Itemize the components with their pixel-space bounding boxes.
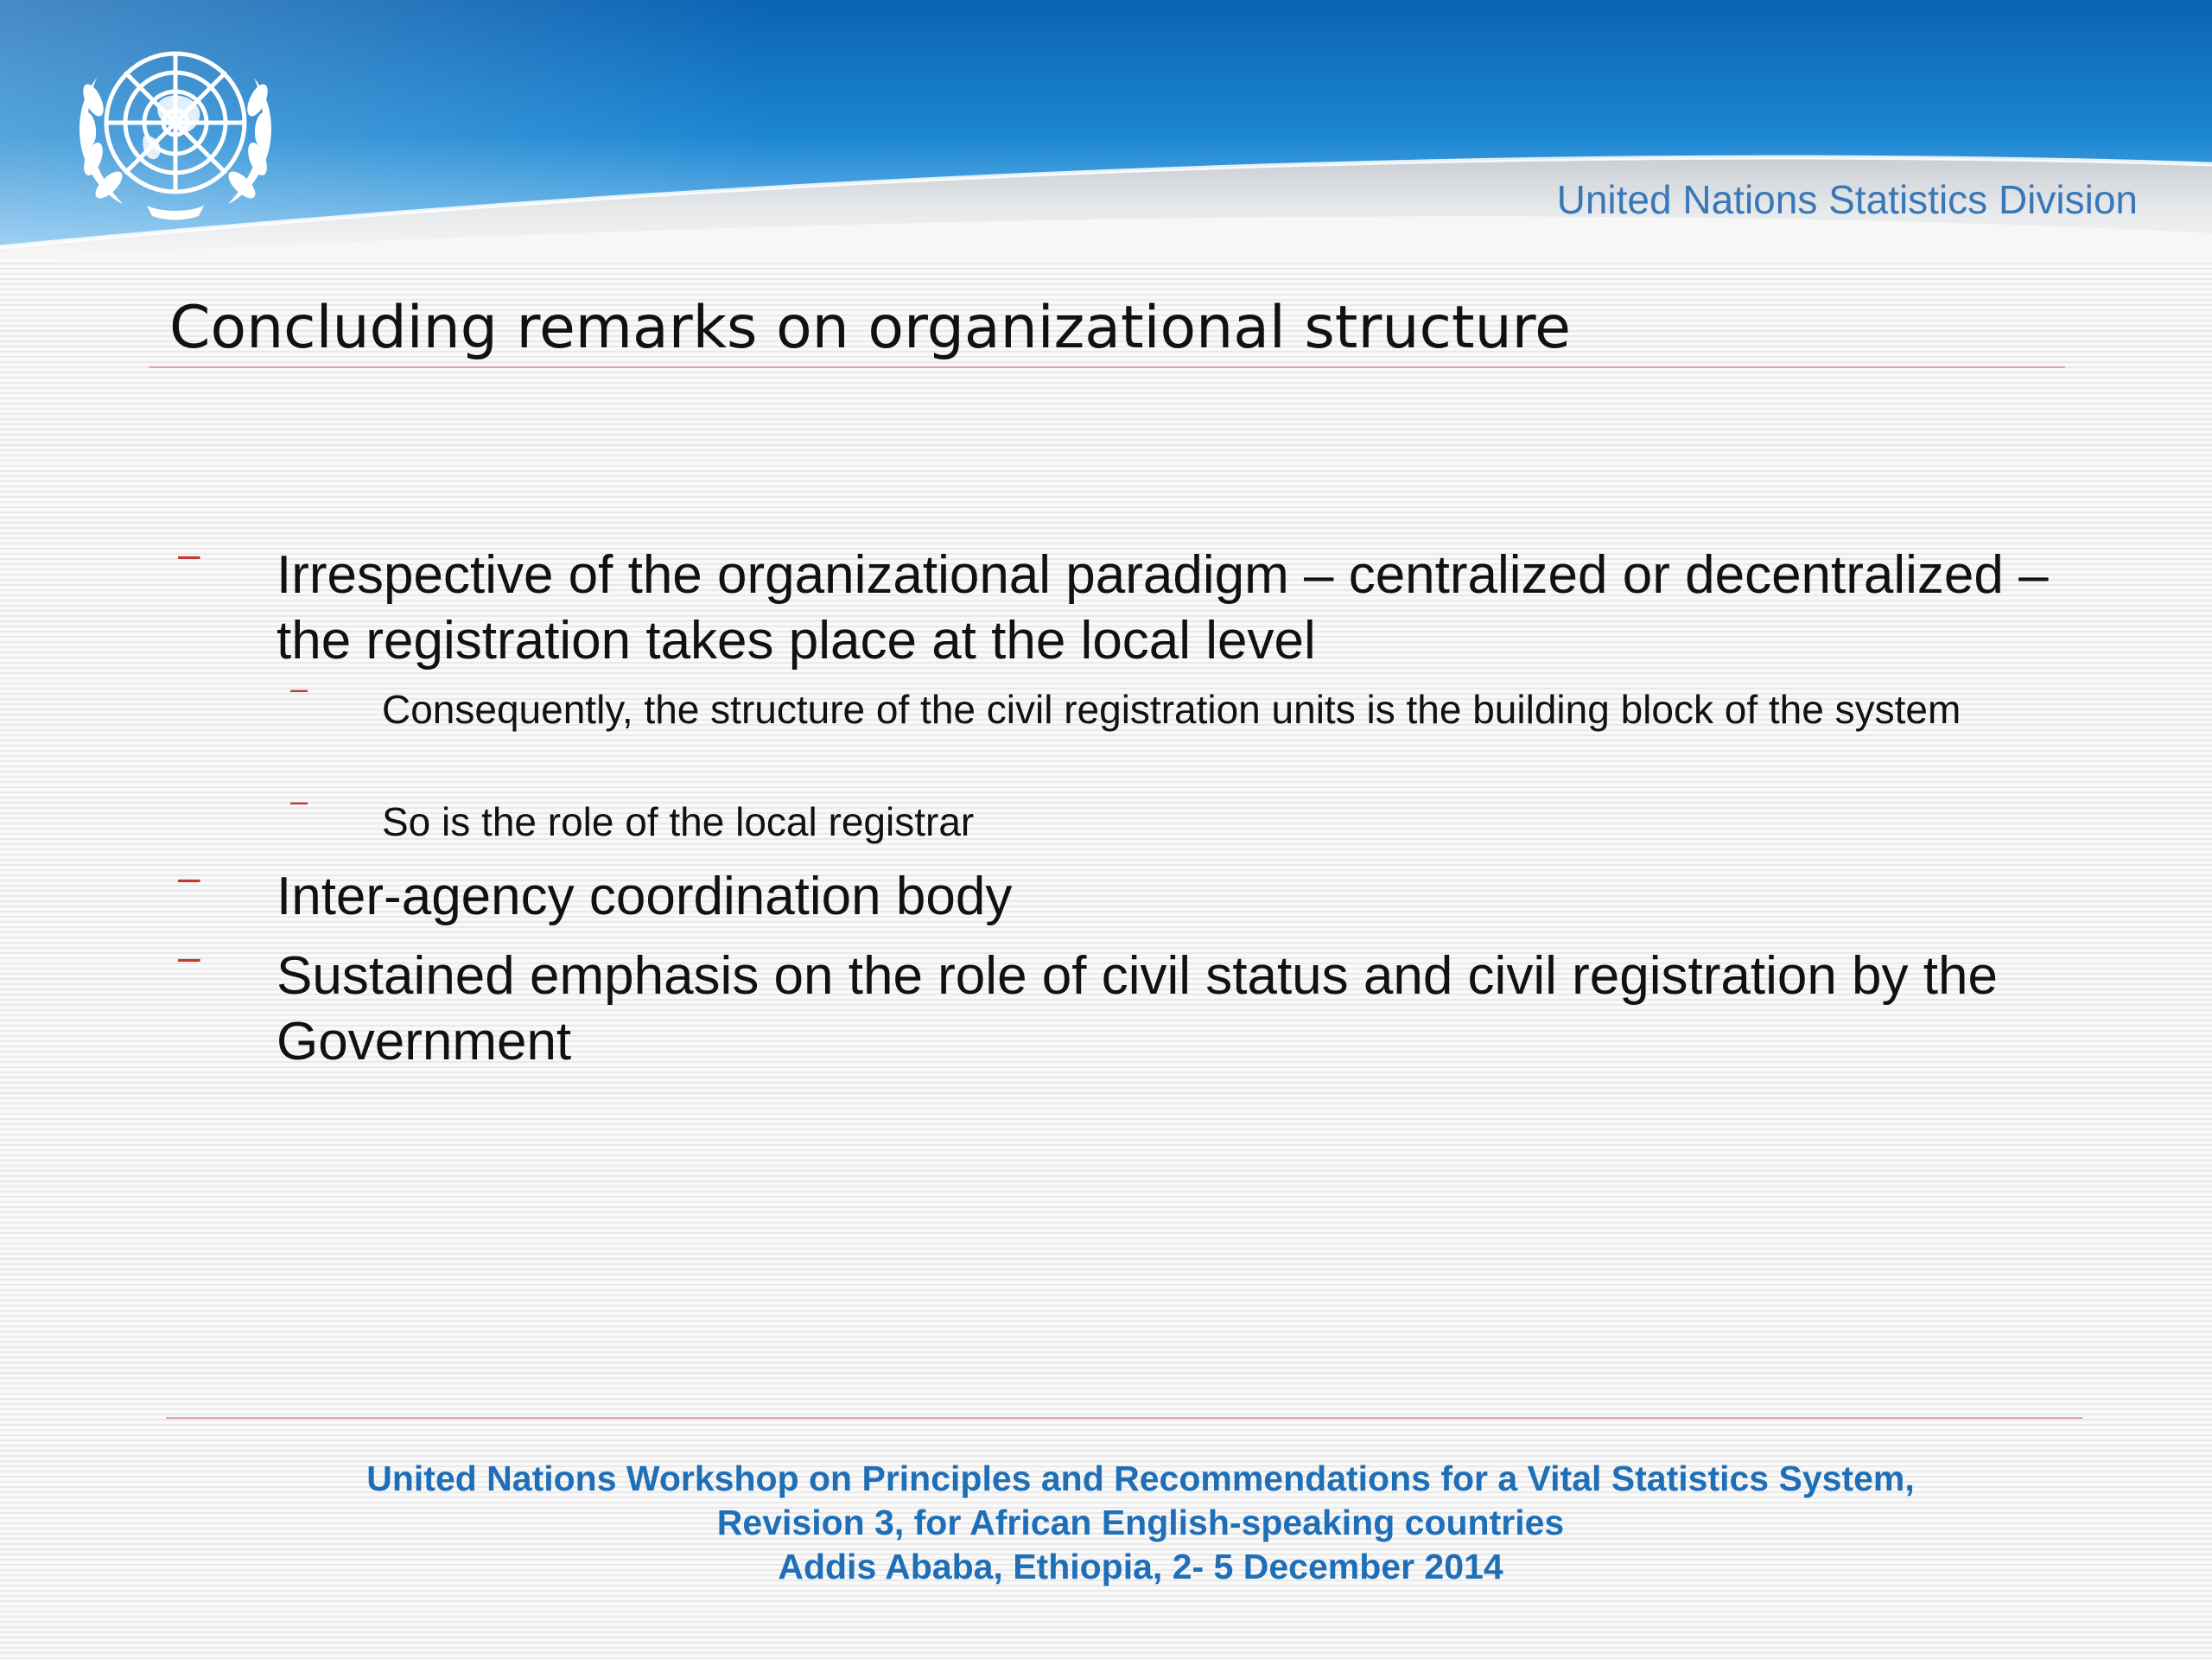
- slide-title: Concluding remarks on organizational structure: [169, 294, 1571, 362]
- dash-bullet-icon: –: [290, 783, 308, 818]
- bullet-text: Inter-agency coordination body: [276, 867, 1013, 926]
- dash-bullet-icon: –: [178, 855, 200, 899]
- bullet-text: Sustained emphasis on the role of civil status and civil registration by the Government: [276, 946, 1998, 1071]
- dash-bullet-icon: –: [178, 531, 200, 576]
- sub-bullet-text: So is the role of the local registrar: [382, 799, 975, 844]
- sub-bullet-text: Consequently, the structure of the civil registration units is the building block of the system: [382, 687, 1961, 732]
- dash-bullet-icon: –: [290, 671, 308, 706]
- footer-event-info: [0, 1457, 2212, 1589]
- footer-line-workshop: United Nations Workshop on Principles and Recommendations for a Vital Statistics System,: [366, 1459, 1915, 1498]
- title-divider: [149, 366, 2065, 368]
- footer-divider: [166, 1417, 2082, 1419]
- organization-name: United Nations Statistics Division: [1556, 177, 2138, 222]
- bullet-text: Irrespective of the organizational paradigm – centralized or decentralized – the registration takes place at the local level: [276, 545, 2049, 671]
- dash-bullet-icon: –: [178, 934, 200, 979]
- footer-line-location-date: Addis Ababa, Ethiopia, 2- 5 December 2014: [778, 1547, 1503, 1586]
- un-emblem-icon: [62, 26, 289, 225]
- footer-line-revision: Revision 3, for African English-speaking countries: [716, 1503, 1565, 1542]
